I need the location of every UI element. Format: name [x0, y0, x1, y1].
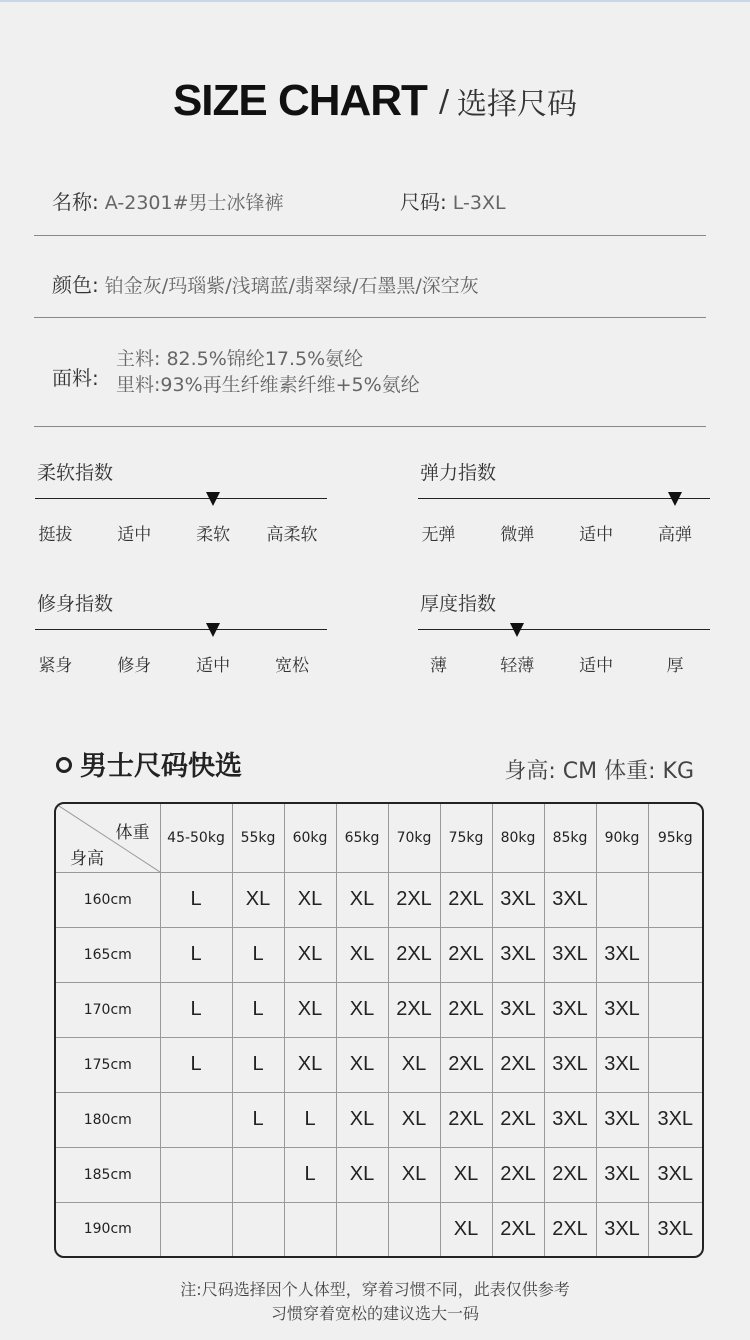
size-cell: 2XL: [388, 927, 440, 982]
size-range-row: [400, 186, 506, 215]
index-label: 轻薄: [500, 656, 535, 676]
size-cell: 3XL: [544, 1037, 596, 1092]
color-label: 颜色:: [52, 273, 99, 297]
index-marker: [206, 623, 220, 637]
size-cell: 3XL: [596, 1037, 648, 1092]
size-cell: [596, 873, 648, 928]
size-cell: XL: [336, 1147, 388, 1202]
size-cell: XL: [440, 1147, 492, 1202]
size-cell: 2XL: [440, 1037, 492, 1092]
size-cell: XL: [336, 1092, 388, 1147]
size-cell: XL: [440, 1202, 492, 1256]
index-labels: [418, 520, 710, 544]
size-cell: L: [232, 1092, 284, 1147]
size-cell: 3XL: [596, 1147, 648, 1202]
size-cell: [648, 1037, 702, 1092]
index-label: 微弹: [500, 525, 535, 545]
index-label: 宽松: [274, 656, 309, 676]
quick-select-title-text: 男士尺码快选: [80, 751, 242, 782]
size-cell: 2XL: [388, 873, 440, 928]
size-cell: [648, 873, 702, 928]
index-marker: [510, 623, 524, 637]
corner-weight-label: 体重: [115, 823, 150, 843]
table-row: [56, 873, 702, 928]
table-row: [56, 982, 702, 1037]
index-label: 修身: [117, 656, 152, 676]
index-labels: [35, 520, 327, 544]
index-label: 适中: [579, 525, 614, 545]
size-cell: 2XL: [544, 1202, 596, 1256]
size-cell: [648, 982, 702, 1037]
size-cell: 3XL: [544, 927, 596, 982]
index-label: 厚: [666, 656, 684, 676]
size-cell: 2XL: [440, 927, 492, 982]
size-cell: [160, 1092, 232, 1147]
size-cell: 3XL: [648, 1202, 702, 1256]
size-cell: XL: [336, 1037, 388, 1092]
index-name: 厚度指数: [420, 593, 497, 615]
weight-header: 60kg: [284, 804, 336, 873]
table-row: [56, 1092, 702, 1147]
size-cell: 2XL: [388, 982, 440, 1037]
size-cell: 2XL: [440, 873, 492, 928]
index-label: 挺拔: [38, 525, 73, 545]
height-cell: 160cm: [56, 873, 160, 928]
weight-header: 55kg: [232, 804, 284, 873]
size-cell: 2XL: [492, 1147, 544, 1202]
size-cell: XL: [336, 982, 388, 1037]
corner-cell: [56, 804, 160, 873]
size-label: 尺码:: [400, 190, 447, 214]
table-row: [56, 1202, 702, 1256]
size-cell: XL: [284, 982, 336, 1037]
fabric-lining: 里料:93%再生纤维素纤维+5%氨纶: [116, 374, 420, 396]
size-table: [54, 802, 704, 1258]
size-cell: XL: [284, 1037, 336, 1092]
table-header-row: [56, 804, 702, 873]
index-labels: [35, 651, 327, 675]
title-chinese: 选择尺码: [457, 87, 578, 122]
quick-select-title: [56, 744, 242, 783]
size-cell: 2XL: [440, 982, 492, 1037]
size-cell: L: [284, 1147, 336, 1202]
size-cell: [232, 1202, 284, 1256]
footnote-line2: 习惯穿着宽松的建议选大一码: [270, 1304, 479, 1323]
index-label: 柔软: [196, 525, 231, 545]
size-cell: 2XL: [492, 1092, 544, 1147]
weight-header: 90kg: [596, 804, 648, 873]
index-label: 适中: [117, 525, 152, 545]
title-slash: /: [438, 83, 450, 119]
height-cell: 170cm: [56, 982, 160, 1037]
table-row: [56, 1037, 702, 1092]
size-cell: 2XL: [492, 1037, 544, 1092]
size-cell: 3XL: [492, 927, 544, 982]
index-name: 弹力指数: [420, 462, 497, 484]
product-name-row: [52, 186, 284, 215]
size-cell: L: [232, 1037, 284, 1092]
index-name: 柔软指数: [37, 462, 114, 484]
fabric-label: 面料:: [52, 366, 99, 390]
size-cell: [336, 1202, 388, 1256]
index-bar: [418, 498, 710, 499]
index-labels: [418, 651, 710, 675]
size-cell: 2XL: [492, 1202, 544, 1256]
weight-header: 45-50kg: [160, 804, 232, 873]
size-cell: L: [160, 927, 232, 982]
size-cell: XL: [336, 873, 388, 928]
size-cell: 3XL: [492, 873, 544, 928]
size-cell: L: [232, 982, 284, 1037]
name-label: 名称:: [52, 190, 99, 214]
index-bar: [35, 498, 327, 499]
size-cell: L: [232, 927, 284, 982]
index-name: 修身指数: [37, 593, 114, 615]
size-cell: 3XL: [596, 1092, 648, 1147]
fabric-value: [116, 346, 420, 398]
page-title: [0, 76, 750, 126]
size-cell: 3XL: [544, 873, 596, 928]
index-bar: [418, 629, 710, 630]
index-marker: [668, 492, 682, 506]
size-cell: XL: [232, 873, 284, 928]
index-label: 适中: [196, 656, 231, 676]
weight-header: 95kg: [648, 804, 702, 873]
size-cell: XL: [388, 1092, 440, 1147]
divider: [34, 317, 706, 318]
size-cell: XL: [284, 927, 336, 982]
index-label: 高弹: [657, 525, 692, 545]
size-value: L-3XL: [452, 192, 506, 214]
fabric-main: 主料: 82.5%锦纶17.5%氨纶: [116, 348, 364, 370]
weight-header: 85kg: [544, 804, 596, 873]
index-label: 无弹: [421, 525, 456, 545]
color-row: [52, 269, 479, 298]
size-cell: 3XL: [596, 927, 648, 982]
size-cell: 3XL: [544, 1092, 596, 1147]
top-accent-line: [0, 0, 750, 2]
size-cell: 3XL: [492, 982, 544, 1037]
table-row: [56, 927, 702, 982]
height-cell: 175cm: [56, 1037, 160, 1092]
size-cell: 3XL: [596, 982, 648, 1037]
size-cell: L: [160, 873, 232, 928]
height-cell: 165cm: [56, 927, 160, 982]
index-label: 薄: [429, 656, 447, 676]
size-table-grid: [56, 804, 702, 1256]
index-label: 高柔软: [266, 525, 318, 545]
size-cell: [160, 1147, 232, 1202]
size-cell: 3XL: [648, 1147, 702, 1202]
color-value: 铂金灰/玛瑙紫/浅璃蓝/翡翠绿/石墨黑/深空灰: [104, 275, 479, 297]
size-cell: [284, 1202, 336, 1256]
size-cell: 3XL: [544, 982, 596, 1037]
name-value: A-2301#男士冰锋裤: [104, 192, 284, 214]
size-cell: XL: [388, 1147, 440, 1202]
footnote-line1: 注:尺码选择因个人体型，穿着习惯不同，此表仅供参考: [180, 1280, 570, 1299]
divider: [34, 235, 706, 236]
corner-height-label: 身高: [70, 849, 104, 869]
divider: [34, 426, 706, 427]
size-cell: 3XL: [596, 1202, 648, 1256]
size-cell: 3XL: [648, 1092, 702, 1147]
size-cell: XL: [388, 1037, 440, 1092]
weight-header: 70kg: [388, 804, 440, 873]
circle-bullet-icon: [56, 757, 72, 773]
table-row: [56, 1147, 702, 1202]
height-cell: 185cm: [56, 1147, 160, 1202]
size-cell: 2XL: [544, 1147, 596, 1202]
title-english: SIZE CHART: [172, 76, 427, 125]
size-cell: L: [160, 982, 232, 1037]
size-cell: [160, 1202, 232, 1256]
size-cell: XL: [284, 873, 336, 928]
index-marker: [206, 492, 220, 506]
size-cell: [232, 1147, 284, 1202]
height-cell: 180cm: [56, 1092, 160, 1147]
index-label: 紧身: [38, 656, 73, 676]
index-label: 适中: [579, 656, 614, 676]
size-cell: [648, 927, 702, 982]
size-cell: XL: [336, 927, 388, 982]
weight-header: 80kg: [492, 804, 544, 873]
footnote: [0, 1278, 750, 1326]
index-bar: [35, 629, 327, 630]
size-cell: L: [284, 1092, 336, 1147]
height-cell: 190cm: [56, 1202, 160, 1256]
size-cell: 2XL: [440, 1092, 492, 1147]
weight-header: 75kg: [440, 804, 492, 873]
size-cell: L: [160, 1037, 232, 1092]
units-note: 身高: CM 体重: KG: [504, 759, 694, 784]
table-body: [56, 873, 702, 1257]
weight-header: 65kg: [336, 804, 388, 873]
size-cell: [388, 1202, 440, 1256]
